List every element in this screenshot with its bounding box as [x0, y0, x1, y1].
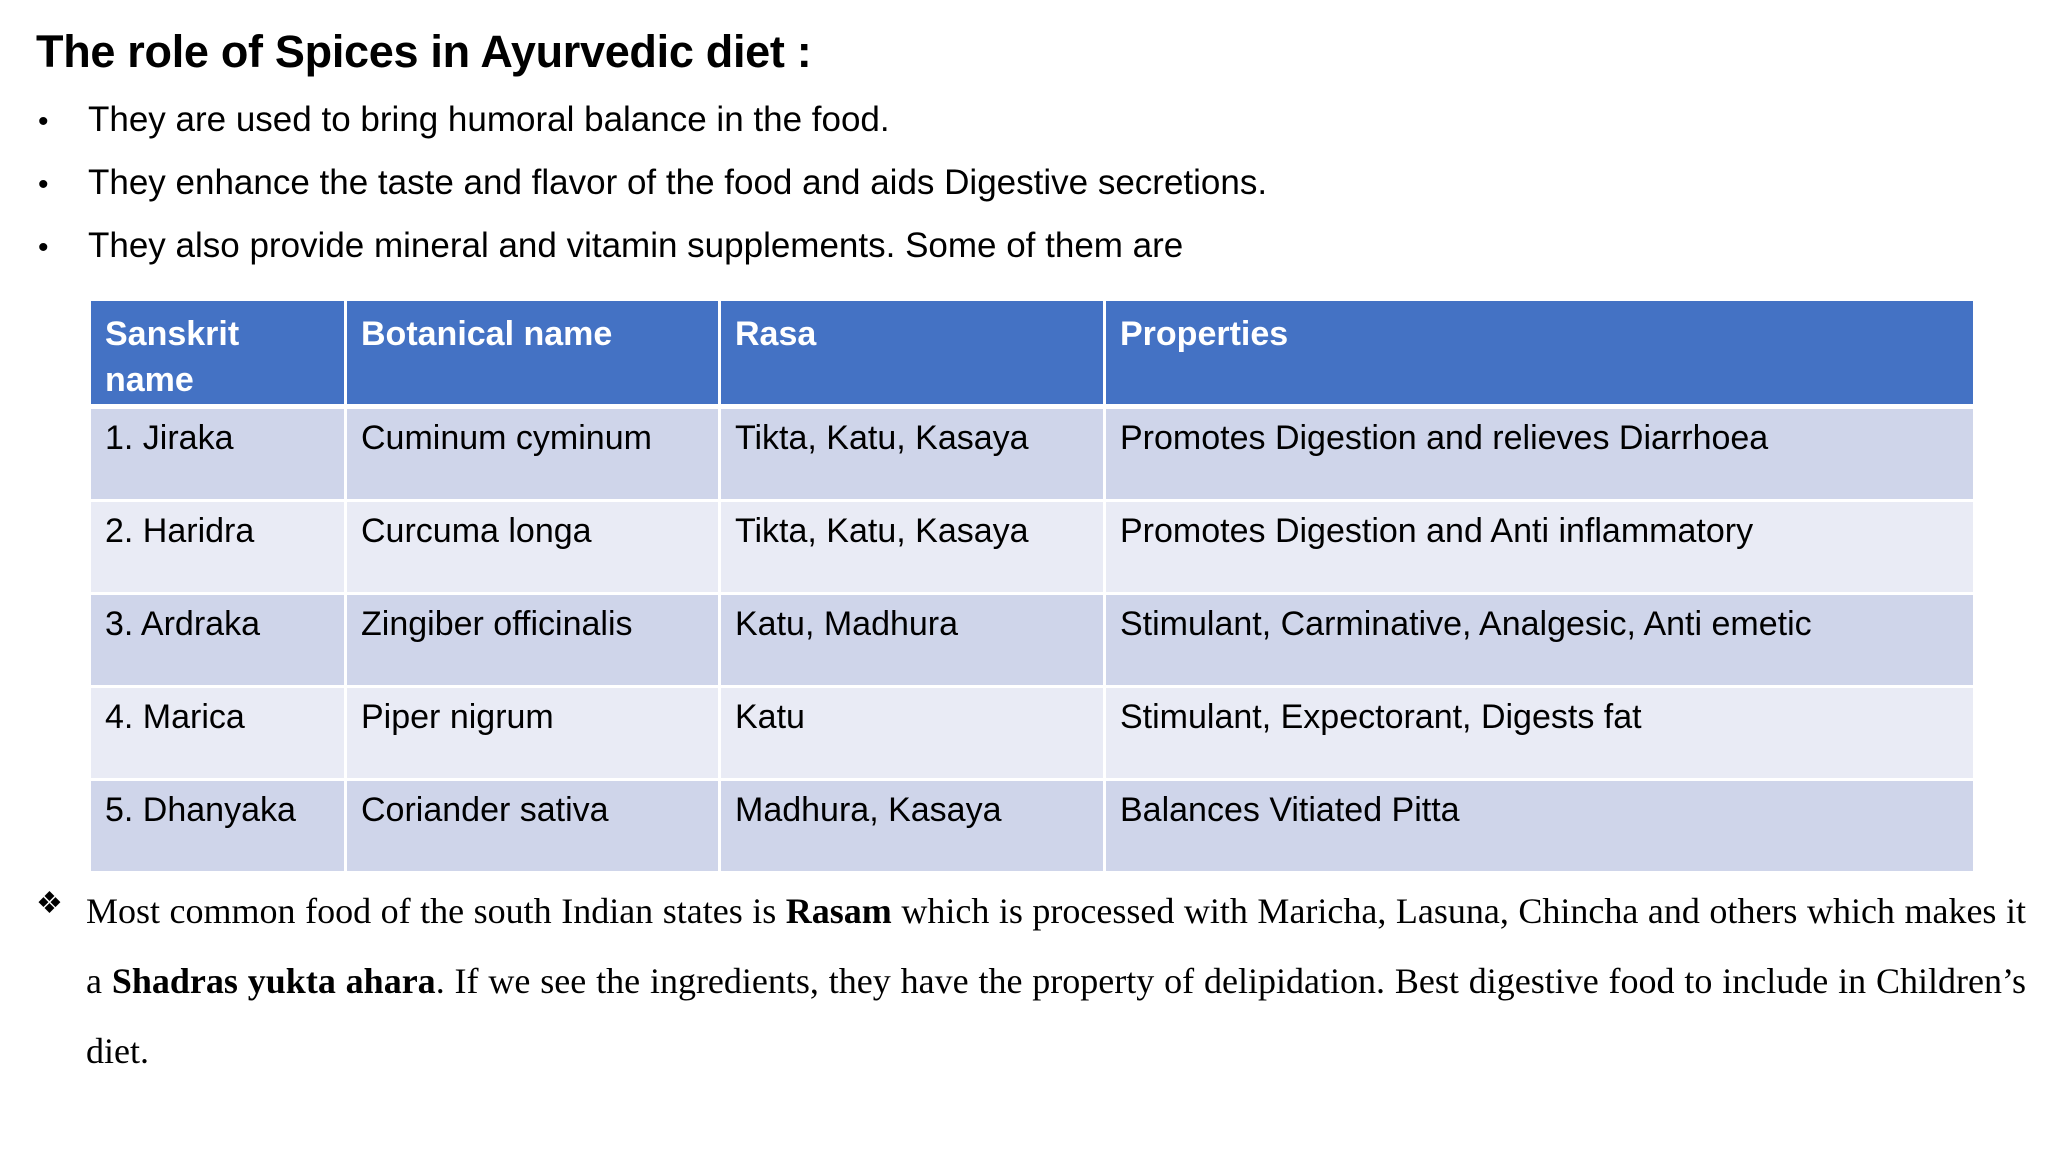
cell-botanical-name: Cuminum cyminum: [346, 407, 720, 501]
bullet-dot-icon: •: [38, 168, 49, 201]
page-title: The role of Spices in Ayurvedic diet :: [36, 26, 812, 77]
bullet-text: They also provide mineral and vitamin supplements. Some of them are: [88, 226, 1184, 265]
cell-sanskrit-name: 5. Dhanyaka: [90, 780, 346, 873]
cell-properties: Balances Vitiated Pitta: [1105, 780, 1975, 873]
cell-sanskrit-name: 2. Haridra: [90, 501, 346, 594]
rasam-note: [36, 876, 2032, 1086]
diamond-bullet-icon: ❖: [36, 887, 63, 920]
cell-properties: Promotes Digestion and Anti inflammatory: [1105, 501, 1975, 594]
cell-botanical-name: Piper nigrum: [346, 687, 720, 780]
header-sanskrit-name: Sanskrit name: [90, 300, 346, 407]
cell-botanical-name: Curcuma longa: [346, 501, 720, 594]
cell-rasa: Katu, Madhura: [720, 594, 1105, 687]
bullet-dot-icon: •: [38, 231, 49, 264]
bullet-list: [36, 100, 1936, 289]
cell-properties: Stimulant, Expectorant, Digests fat: [1105, 687, 1975, 780]
table-row: [90, 594, 1975, 687]
header-rasa: Rasa: [720, 300, 1105, 407]
bullet-text: They enhance the taste and flavor of the food and aids Digestive secretions.: [88, 163, 1268, 202]
cell-botanical-name: Zingiber officinalis: [346, 594, 720, 687]
cell-rasa: Madhura, Kasaya: [720, 780, 1105, 873]
cell-properties: Stimulant, Carminative, Analgesic, Anti emetic: [1105, 594, 1975, 687]
cell-sanskrit-name: 3. Ardraka: [90, 594, 346, 687]
cell-rasa: Tikta, Katu, Kasaya: [720, 407, 1105, 501]
note-paragraph: [86, 876, 2026, 1086]
header-properties: Properties: [1105, 300, 1975, 407]
note-text: which is processed with Maricha, Lasuna, Chincha and others which makes it a: [86, 891, 2026, 1001]
bullet-dot-icon: •: [38, 105, 49, 138]
table-row: [90, 780, 1975, 873]
cell-botanical-name: Coriander sativa: [346, 780, 720, 873]
note-bold-rasam: Rasam: [785, 891, 892, 931]
note-text: . If we see the ingredients, they have the property of delipidation. Best digestive food to include in Children’s diet.: [86, 961, 2026, 1071]
header-botanical-name: Botanical name: [346, 300, 720, 407]
cell-properties: Promotes Digestion and relieves Diarrhoea: [1105, 407, 1975, 501]
cell-sanskrit-name: 4. Marica: [90, 687, 346, 780]
note-text: Most common food of the south Indian states is: [86, 891, 786, 931]
bullet-item: [36, 100, 1936, 163]
bullet-item: [36, 163, 1936, 226]
bullet-item: [36, 226, 1936, 289]
table-header-row: [90, 300, 1975, 407]
cell-sanskrit-name: 1. Jiraka: [90, 407, 346, 501]
note-bold-shadras: Shadras yukta ahara: [111, 961, 436, 1001]
cell-rasa: Tikta, Katu, Kasaya: [720, 501, 1105, 594]
table-row: [90, 407, 1975, 501]
cell-rasa: Katu: [720, 687, 1105, 780]
spices-table: [88, 298, 1976, 874]
table-row: [90, 687, 1975, 780]
bullet-text: They are used to bring humoral balance in the food.: [88, 100, 890, 139]
table-row: [90, 501, 1975, 594]
